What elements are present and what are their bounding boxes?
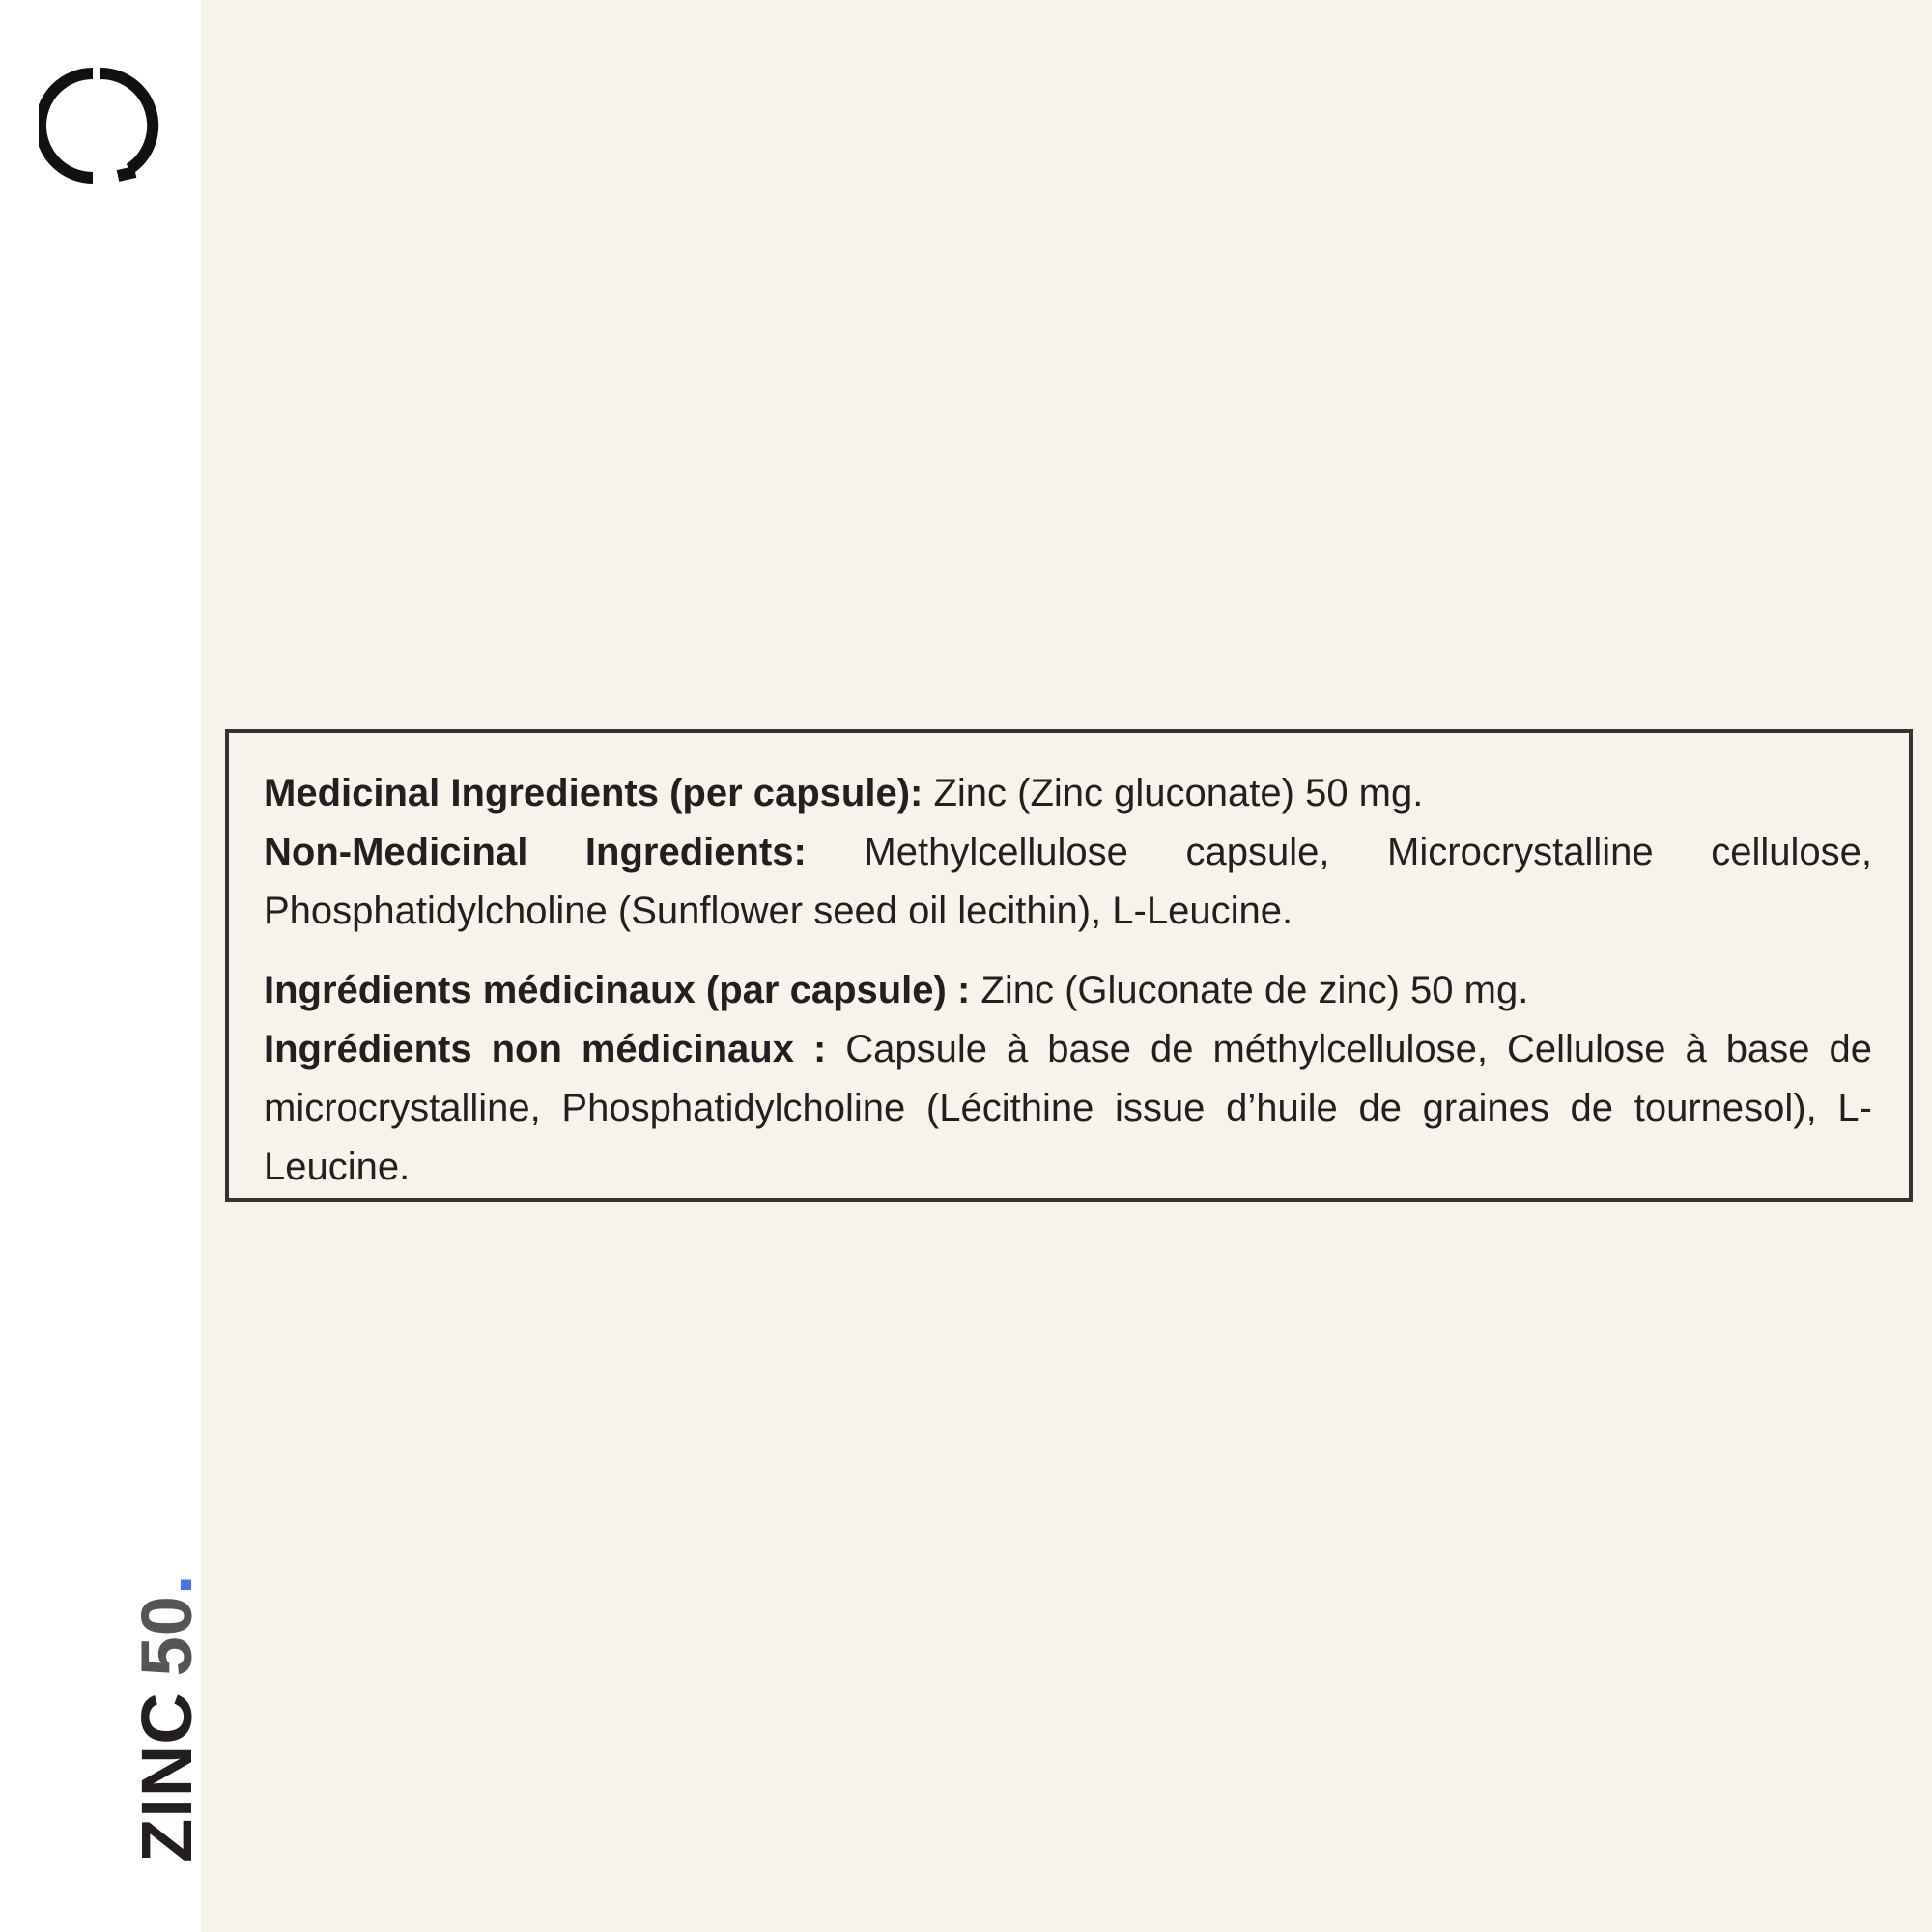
french-non-medicinal-label: Ingrédients non médicinaux : — [264, 1028, 827, 1070]
english-non-medicinal-text: Methylcellulose capsule, Microcrystalline cellulose, Phosphatidylcholine (Sunflower seed oil lecithin), L-Leucine. — [264, 831, 1873, 932]
english-medicinal-ingredients — [264, 764, 1872, 823]
english-non-medicinal-ingredients — [264, 823, 1872, 941]
french-non-medicinal-text: Capsule à base de méthylcellulose, Cellulose à base de microcrystalline, Phosphatidylcholine (Lécithine issue d’huile de graines de tournesol), L-Leucine. — [264, 1028, 1872, 1188]
open-ring-logo-icon — [39, 64, 162, 187]
french-medicinal-ingredients — [264, 961, 1872, 1020]
product-name — [127, 1574, 207, 1862]
english-medicinal-label: Medicinal Ingredients (per capsule): — [264, 772, 923, 814]
french-non-medicinal-ingredients — [264, 1020, 1872, 1197]
product-name-number: 50 — [127, 1595, 207, 1677]
ingredients-box — [225, 729, 1913, 1202]
english-medicinal-text: Zinc (Zinc gluconate) 50 mg. — [923, 772, 1424, 814]
french-medicinal-text: Zinc (Gluconate de zinc) 50 mg. — [970, 969, 1529, 1011]
french-medicinal-label: Ingrédients médicinaux (par capsule) : — [264, 969, 971, 1011]
sidebar — [0, 0, 207, 1932]
product-name-dot: . — [127, 1574, 207, 1596]
product-name-word: ZINC — [127, 1691, 207, 1862]
english-non-medicinal-label: Non-Medicinal Ingredients: — [264, 831, 807, 873]
